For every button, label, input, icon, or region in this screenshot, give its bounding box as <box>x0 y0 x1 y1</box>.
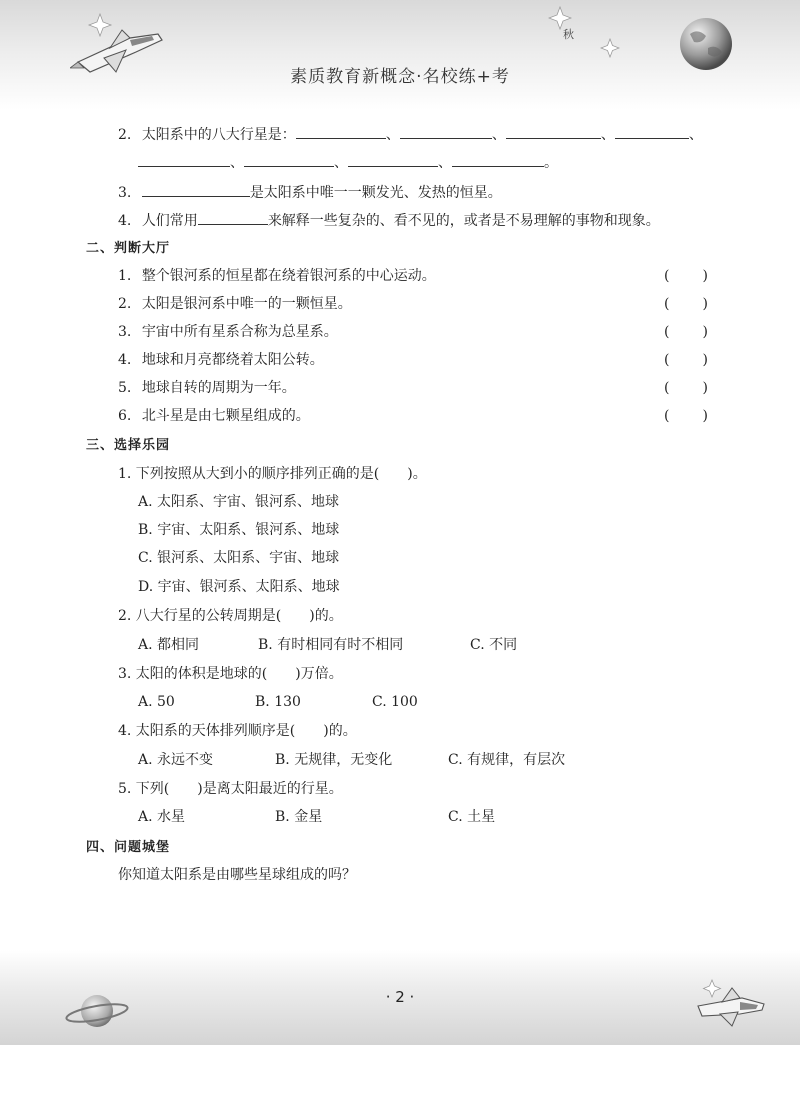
paren-open: ( <box>664 380 670 396</box>
item-text: 地球自转的周期为一年。 <box>141 380 296 396</box>
choice-option[interactable]: B. 无规律，无变化 <box>275 752 393 768</box>
section-heading-choice: 三、选择乐园 <box>86 438 171 453</box>
choice-option[interactable]: C. 有规律，有层次 <box>448 752 566 768</box>
answer-blank[interactable] <box>198 210 268 225</box>
answer-blank[interactable] <box>142 182 250 197</box>
star-icon <box>600 38 620 58</box>
open-question: 你知道太阳系是由哪些星球组成的吗？ <box>118 867 356 883</box>
separator: 、 <box>438 155 452 171</box>
judge-item <box>118 350 324 370</box>
fill-in-question-4 <box>118 210 660 231</box>
answer-blank[interactable] <box>452 152 544 167</box>
season-badge: 秋 <box>563 28 574 41</box>
answer-parentheses[interactable] <box>664 350 708 370</box>
page-number: · 2 · <box>385 988 415 1006</box>
paren-close: ) <box>702 380 708 396</box>
choice-option[interactable]: C. 银河系、太阳系、宇宙、地球 <box>138 550 340 566</box>
answer-parentheses[interactable] <box>664 294 708 314</box>
answer-parentheses[interactable] <box>664 406 708 426</box>
choice-option[interactable]: C. 100 <box>372 694 418 710</box>
answer-blank[interactable] <box>296 124 386 139</box>
choice-option[interactable]: C. 土星 <box>448 809 496 825</box>
choice-option[interactable]: A. 永远不变 <box>138 752 214 768</box>
choice-option[interactable]: B. 有时相同有时不相同 <box>258 637 404 653</box>
separator: 、 <box>491 127 506 143</box>
choice-question-4: 4. 太阳系的天体排列顺序是( )的。 <box>118 723 357 739</box>
fill-in-question-3 <box>118 182 502 203</box>
section-heading-judge: 二、判断大厅 <box>86 241 171 256</box>
paren-close: ) <box>702 408 708 424</box>
answer-blank[interactable] <box>615 124 689 139</box>
answer-blank[interactable] <box>400 124 492 139</box>
fill-in-question-2 <box>118 124 703 145</box>
separator: 、 <box>600 127 615 143</box>
item-text: 北斗星是由七颗星组成的。 <box>141 408 310 424</box>
item-number: 2. <box>118 296 132 312</box>
answer-blank[interactable] <box>244 152 334 167</box>
section-heading-questions: 四、问题城堡 <box>86 840 171 855</box>
item-text: 太阳是银河系中唯一的一颗恒星。 <box>141 296 352 312</box>
paren-close: ) <box>702 324 708 340</box>
question-text: 是太阳系中唯一一颗发光、发热的恒星。 <box>249 185 502 201</box>
answer-blank[interactable] <box>348 152 438 167</box>
item-number: 3. <box>118 324 132 340</box>
separator: 、 <box>334 155 348 171</box>
answer-parentheses[interactable] <box>664 322 708 342</box>
paren-open: ( <box>664 408 670 424</box>
space-shuttle-icon <box>692 976 772 1032</box>
paren-close: ) <box>702 296 708 312</box>
answer-parentheses[interactable] <box>664 378 708 398</box>
paren-close: ) <box>702 352 708 368</box>
paren-close: ) <box>702 268 708 284</box>
question-text: 太阳系中的八大行星是： <box>141 127 296 143</box>
judge-item <box>118 378 296 398</box>
judge-item <box>118 266 436 286</box>
item-text: 地球和月亮都绕着太阳公转。 <box>141 352 324 368</box>
header-title: 素质教育新概念·名校练+考 <box>290 67 510 87</box>
item-text: 整个银河系的恒星都在绕着银河系的中心运动。 <box>141 268 436 284</box>
choice-option[interactable]: A. 50 <box>138 694 175 710</box>
item-number: 1. <box>118 268 132 284</box>
question-number: 2. <box>118 127 132 143</box>
judge-item <box>118 322 338 342</box>
choice-question-3: 3. 太阳的体积是地球的( )万倍。 <box>118 666 343 682</box>
item-number: 4. <box>118 352 132 368</box>
period: 。 <box>544 155 558 171</box>
separator: 、 <box>688 127 703 143</box>
paren-open: ( <box>664 296 670 312</box>
item-number: 6. <box>118 408 132 424</box>
choice-option[interactable]: A. 水星 <box>138 809 186 825</box>
question-number: 4. <box>118 213 132 229</box>
choice-option[interactable]: C. 不同 <box>470 637 518 653</box>
choice-option[interactable]: A. 太阳系、宇宙、银河系、地球 <box>138 494 340 510</box>
paren-open: ( <box>664 268 670 284</box>
paren-open: ( <box>664 352 670 368</box>
item-number: 5. <box>118 380 132 396</box>
choice-question-2: 2. 八大行星的公转周期是( )的。 <box>118 608 343 624</box>
paren-open: ( <box>664 324 670 340</box>
choice-option[interactable]: B. 金星 <box>275 809 323 825</box>
answer-blank[interactable] <box>506 124 601 139</box>
judge-item <box>118 294 352 314</box>
choice-option[interactable]: D. 宇宙、银河系、太阳系、地球 <box>138 579 340 595</box>
answer-blank[interactable] <box>138 152 230 167</box>
choice-option[interactable]: B. 宇宙、太阳系、银河系、地球 <box>138 522 340 538</box>
fill-in-question-2-cont <box>138 152 558 173</box>
question-text: 人们常用 <box>141 213 198 229</box>
choice-option[interactable]: A. 都相同 <box>138 637 200 653</box>
item-text: 宇宙中所有星系合称为总星系。 <box>141 324 338 340</box>
choice-question-5: 5. 下列( )是离太阳最近的行星。 <box>118 781 343 797</box>
question-number: 3. <box>118 185 132 201</box>
choice-question-1: 1. 下列按照从大到小的顺序排列正确的是( )。 <box>118 466 427 482</box>
choice-option[interactable]: B. 130 <box>255 694 301 710</box>
separator: 、 <box>385 127 400 143</box>
question-text: 来解释一些复杂的、看不见的，或者是不易理解的事物和现象。 <box>267 213 660 229</box>
judge-item <box>118 406 310 426</box>
answer-parentheses[interactable] <box>664 266 708 286</box>
separator: 、 <box>230 155 244 171</box>
